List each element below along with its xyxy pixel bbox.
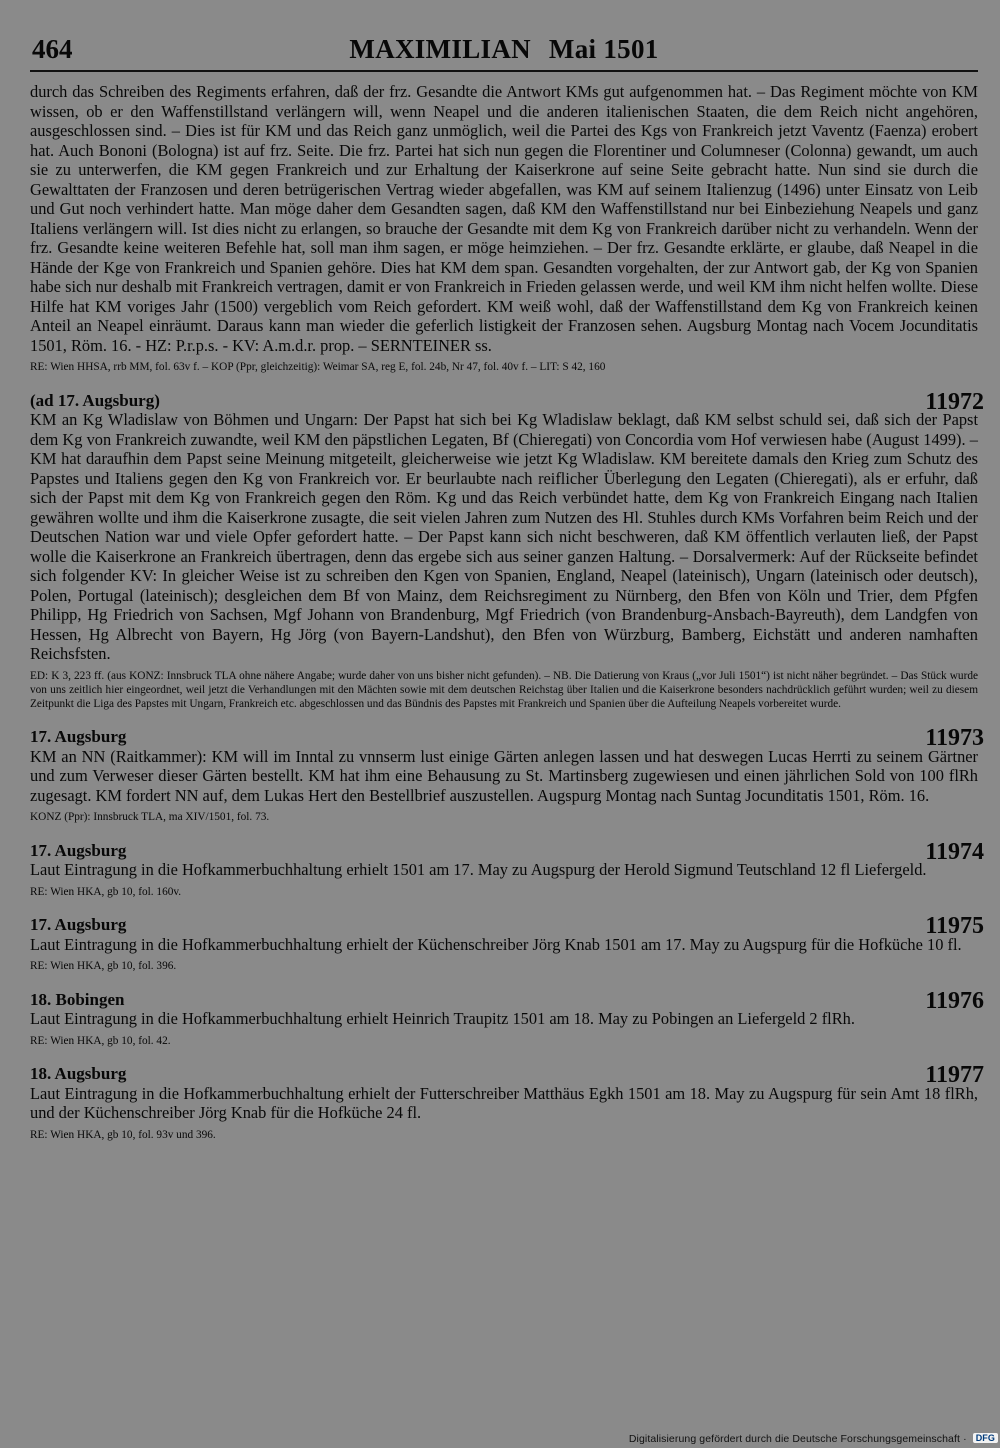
entry-11977: [30, 1062, 984, 1142]
entry-date: 17. Augsburg: [30, 727, 127, 746]
entry-number: 11974: [925, 838, 984, 865]
entry-text: Laut Eintragung in die Hofkammerbuchhaltung erhielt der Küchenschreiber Jörg Knab 1501 am 17. May zu Augspurg für die Hofküche 10 fl.: [30, 934, 962, 954]
entry-text: Laut Eintragung in die Hofkammerbuchhaltung erhielt der Futterschreiber Matthäus Egkh 1501 am 18. May zu Augspurg für sein Amt 18 flRh, und der Küchenschreiber Jörg Knab für die Hofküche 24 fl.: [30, 1083, 978, 1122]
entry-number: 11975: [925, 913, 984, 939]
entry-date: 18. Bobingen: [30, 989, 125, 1009]
document-page: [30, 30, 984, 1142]
entry-reference: RE: Wien HKA, gb 10, fol. 396.: [30, 960, 177, 972]
entry-11973: [30, 725, 984, 825]
entry-heading: [30, 913, 984, 939]
entry-text: Laut Eintragung in die Hofkammerbuchhaltung erhielt Heinrich Traupitz 1501 am 18. May zu Pobingen an Liefergeld 2 flRh.: [30, 1009, 855, 1028]
continuation-reference: RE: Wien HHSA, rrb MM, fol. 63v f. – KOP (Ppr, gleichzeitig): Weimar SA, reg E, fol. 24b, Nr 47, fol. 40v f. – LIT: S 42, 160: [30, 361, 606, 373]
entry-text: KM an NN (Raitkammer): KM will im Inntal zu vnnserm lust einige Gärten anlegen lassen und hat deswegen Lucas Herrti zu seinem Gärtner und zum Verweser dieser Gärten bestellt. KM hat ihm eine Behausung zu St. Martinsberg zugewiesen und einen jährlichen Sold von 100 flRh zugesagt. KM fordert NN auf, dem Lukas Hert den Bestellbrief auszustellen. Augspurg Montag nach Suntag Jocunditatis 1501, Röm. 16.: [30, 746, 978, 805]
entry-heading: [30, 725, 984, 751]
entry-text: KM an Kg Wladislaw von Böhmen und Ungarn: Der Papst hat sich bei Kg Wladislaw beklagt, daß KM selbst schuld sei, daß sich der Papst dem Kg von Frankreich zuwandte, weil KM den päpstlichen Legaten, Bf (Chieregati) von Concordia vom Hof verwiesen habe (August 1499). – KM hat daraufhin dem Papst seine Meinung mitgeteilt, gleicherweise wie jetzt Kg Wladislaw. KM bereitete damals den Krieg zum Schutz des Papstes und Italiens gegen den Kg von Frankreich vor. Er beurlaubte nach reiflicher Überlegung den Legaten (Chieregati), als er erfuhr, daß sich der Papst mit dem Kg von Frankreich gegen den Röm. Kg und das Reich verbündet hatte, dem Kg von Frankreich Eingang nach Italien gewähren wollte und ihm die Kaiserkrone zusagte, die seit vielen Jahren zum Nutzen des Hl. Stuhles durch KMs Vorfahren beim Reich und der Deutschen Nation war und viele Opfer gefordert hatte. – Der Papst kann sich nicht beschweren, daß KM öffentlich verlauten ließ, der Papst wolle die Kaiserkrone an Frankreich übertragen, denn das ergebe sich aus seiner ganzen Haltung. – Dorsalvermerk: Auf der Rückseite befindet sich folgender KV: In gleicher Weise ist zu schreiben den Kgen von Spanien, England, Neapel (lateinisch), Ungarn (lateinisch oder deutsch), Polen, Portugal (lateinisch); desgleichen dem Bf von Mainz, dem Reichsregiment zu Nürnberg, den Bfen von Köln und Trier, dem Pfgfen Philipp, Hg Friedrich von Sachsen, Mgf Johann von Brandenburg, Mgf Friedrich (von Brandenburg-Ansbach-Bayreuth), dem Landgfen von Hessen, Hg Albrecht von Bayern, Hg Jörg (von Bayern-Landshut), den Bfen von Würzburg, Bamberg, Eichstätt und anderen namhaften Reichsfsten.: [30, 410, 978, 663]
entry-number: 11977: [925, 1062, 984, 1088]
entry-number: 11972: [925, 388, 984, 415]
continuation-block: [30, 82, 978, 374]
entry-reference: RE: Wien HKA, gb 10, fol. 42.: [30, 1034, 171, 1047]
running-title-month: Mai 1501: [548, 34, 659, 64]
entry-reference: ED: K 3, 223 ff. (aus KONZ: Innsbruck TLA ohne nähere Angabe; wurde daher von uns bisher nicht gefunden). – NB. Die Datierung von Kraus („vor Juli 1501“) ist nicht näher begründet. – Das Stück wurde von uns zeitlich hier eingeordnet, weil jetzt die Verhandlungen mit den Mächten sowie mit dem deutschen Reichstag über Italien und die Kaiserkrone besonders nachdrücklich geführt wurden; weil zu diesem Zeitpunkt die Liga des Papstes mit Ungarn, Frankreich etc. abgeschlossen und das Bündnis des Papstes mit Frankreich und Spanien über die Aufteilung Neapels vorbereitet wurde.: [30, 669, 978, 710]
entry-date: 17. Augsburg: [30, 915, 127, 934]
entry-11972: [30, 388, 984, 711]
funding-footer: Digitalisierung gefördert durch die Deutsche Forschungsgemeinschaft · DFG: [629, 1433, 998, 1445]
page-number: 464: [32, 34, 73, 64]
running-title-name: MAXIMILIAN: [349, 34, 531, 64]
entry-11975: [30, 913, 984, 974]
entry-reference: KONZ (Ppr): Innsbruck TLA, ma XIV/1501, fol. 73.: [30, 811, 270, 823]
entry-11974: [30, 838, 984, 899]
entry-heading: [30, 1062, 984, 1088]
entry-date: 18. Augsburg: [30, 1064, 127, 1083]
entry-heading: [30, 987, 984, 1014]
entry-reference: RE: Wien HKA, gb 10, fol. 160v.: [30, 885, 182, 898]
entry-date: 17. Augsburg: [30, 840, 127, 860]
entry-11976: [30, 987, 984, 1048]
entry-date: (ad 17. Augsburg): [30, 390, 160, 410]
entry-text: Laut Eintragung in die Hofkammerbuchhaltung erhielt 1501 am 17. May zu Augspurg der Herold Sigmund Teutschland 12 fl Liefergeld.: [30, 860, 927, 879]
page-header: [30, 30, 978, 72]
funding-text: Digitalisierung gefördert durch die Deutsche Forschungsgemeinschaft: [628, 1433, 961, 1445]
entry-number: 11973: [925, 725, 984, 751]
dfg-logo: DFG: [973, 1433, 998, 1443]
continuation-text: durch das Schreiben des Regiments erfahren, daß der frz. Gesandte die Antwort KMs gut aufgenommen hat. – Das Regiment möchte von KM wissen, ob er den Waffenstillstand verlängern will, wenn Neapel und die anderen italienischen Staaten, die dem Reich nicht angehören, ausgeschlossen sind. – Dies ist für KM und das Reich ganz unmöglich, weil die Partei des Kgs von Frankreich jetzt Vaventz (Faenza) erobert hat. Auch Bononi (Bologna) ist auf frz. Seite. Die frz. Partei hat sich nun gegen die Florentiner und Columneser (Colonna) gewandt, um auch sie zu unterwerfen, die KM gegen Frankreich und zur Erhaltung der Kaiserkrone auf seine Seite gebracht hatte. Nun sind sie durch die Gewalttaten der Franzosen und deren betrügerischen Vertrag wieder abgefallen, was KM auf seinem Italienzug (1496) unter Einsatz von Leib und Gut noch verhindert hatte. Man möge daher dem Gesandten sagen, daß KM den Waffenstillstand nur bei Einbeziehung Neapels und ganz Italiens verlängern will. Ist dies nicht zu erlangen, so brauche der Gesandte mit dem Kg von Frankreich darüber nicht zu verhandeln. Wenn der frz. Gesandte keine weiteren Befehle hat, soll man ihm sagen, er möge heimziehen. – Der frz. Gesandte erklärte, er glaube, daß Neapel in die Hände der Kge von Frankreich und Spanien gehöre. Dies hat KM dem span. Gesandten vorgehalten, der zur Antwort gab, der Kg von Spanien habe sich nur deshalb mit Frankreich vertragen, damit er von Frankreich in Frieden gelassen werde, und weil KM ihm nicht helfen wollte. Diese Hilfe hat KM voriges Jahr (1500) vergeblich vom Reich gefordert. KM weiß wohl, daß der Waffenstillstand dem Kg von Frankreich keinen Anteil an Neapel einräumt. Daraus kann man wieder die geferlich listigkeit der Franzosen sehen. Augsburg Montag nach Vocem Jocunditatis 1501, Röm. 16. - HZ: P.r.p.s. - KV: A.m.d.r. prop. – SERNTEINER ss.: [30, 82, 978, 355]
entry-number: 11976: [925, 987, 984, 1014]
entry-heading: [30, 388, 984, 415]
running-title: [30, 34, 978, 65]
entry-reference: RE: Wien HKA, gb 10, fol. 93v und 396.: [30, 1128, 216, 1141]
entry-heading: [30, 838, 984, 865]
